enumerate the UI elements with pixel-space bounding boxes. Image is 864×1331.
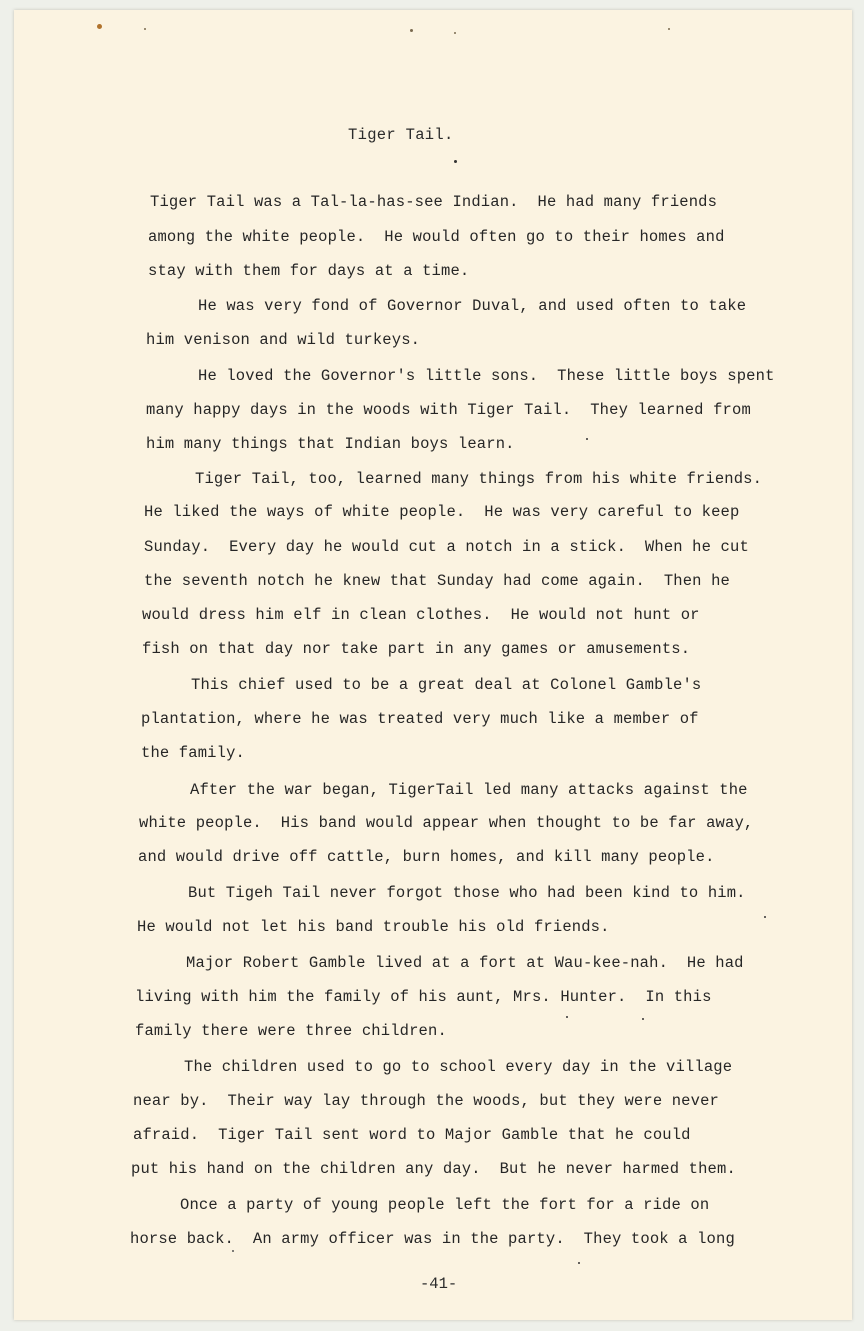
text-line: many happy days in the woods with Tiger Tail. They learned from: [146, 401, 751, 419]
paper-speck: [764, 916, 766, 918]
text-line: He was very fond of Governor Duval, and used often to take: [198, 297, 747, 315]
text-line: He would not let his band trouble his old friends.: [137, 918, 610, 936]
typed-page: [14, 10, 852, 1320]
text-line: afraid. Tiger Tail sent word to Major Gamble that he could: [133, 1126, 691, 1144]
text-line: near by. Their way lay through the woods, but they were never: [133, 1092, 719, 1110]
paper-speck: [642, 1018, 644, 1020]
page-title: Tiger Tail.: [348, 126, 454, 144]
text-line: He liked the ways of white people. He was very careful to keep: [144, 503, 740, 521]
paper-speck: [668, 28, 670, 30]
paper-speck: [578, 1262, 580, 1264]
paper-speck: [566, 1016, 568, 1018]
text-line: and would drive off cattle, burn homes, and kill many people.: [138, 848, 715, 866]
paper-speck: [454, 32, 456, 34]
text-line: But Tigeh Tail never forgot those who had been kind to him.: [188, 884, 746, 902]
text-line: Major Robert Gamble lived at a fort at Wau-kee-nah. He had: [186, 954, 744, 972]
text-line: would dress him elf in clean clothes. He would not hunt or: [142, 606, 700, 624]
text-line: him venison and wild turkeys.: [146, 331, 421, 349]
text-line: family there were three children.: [135, 1022, 447, 1040]
text-line: him many things that Indian boys learn.: [146, 435, 515, 453]
text-line: Once a party of young people left the fort for a ride on: [180, 1196, 710, 1214]
text-line: white people. His band would appear when thought to be far away,: [139, 814, 754, 832]
text-line: stay with them for days at a time.: [148, 262, 470, 280]
paper-speck: [454, 160, 457, 163]
text-line: among the white people. He would often go to their homes and: [148, 228, 725, 246]
text-line: Sunday. Every day he would cut a notch in a stick. When he cut: [144, 538, 749, 556]
text-line: fish on that day nor take part in any games or amusements.: [142, 640, 691, 658]
paper-speck: [410, 29, 413, 32]
paper-speck: [586, 438, 588, 440]
text-line: Tiger Tail, too, learned many things from his white friends.: [195, 470, 763, 488]
text-line: This chief used to be a great deal at Colonel Gamble's: [191, 676, 702, 694]
text-line: the family.: [141, 744, 245, 762]
text-line: He loved the Governor's little sons. These little boys spent: [198, 367, 775, 385]
text-line: plantation, where he was treated very much like a member of: [141, 710, 699, 728]
text-line: After the war began, TigerTail led many attacks against the: [190, 781, 748, 799]
paper-speck: [144, 28, 146, 30]
text-line: put his hand on the children any day. But he never harmed them.: [131, 1160, 736, 1178]
text-line: the seventh notch he knew that Sunday had come again. Then he: [144, 572, 730, 590]
text-line: Tiger Tail was a Tal-la-has-see Indian. He had many friends: [150, 193, 718, 211]
text-line: horse back. An army officer was in the party. They took a long: [130, 1230, 735, 1248]
paper-speck: [232, 1250, 234, 1252]
text-line: The children used to go to school every day in the village: [184, 1058, 733, 1076]
text-line: living with him the family of his aunt, Mrs. Hunter. In this: [135, 988, 712, 1006]
page-number: -41-: [420, 1275, 458, 1293]
paper-speck: [97, 24, 102, 29]
